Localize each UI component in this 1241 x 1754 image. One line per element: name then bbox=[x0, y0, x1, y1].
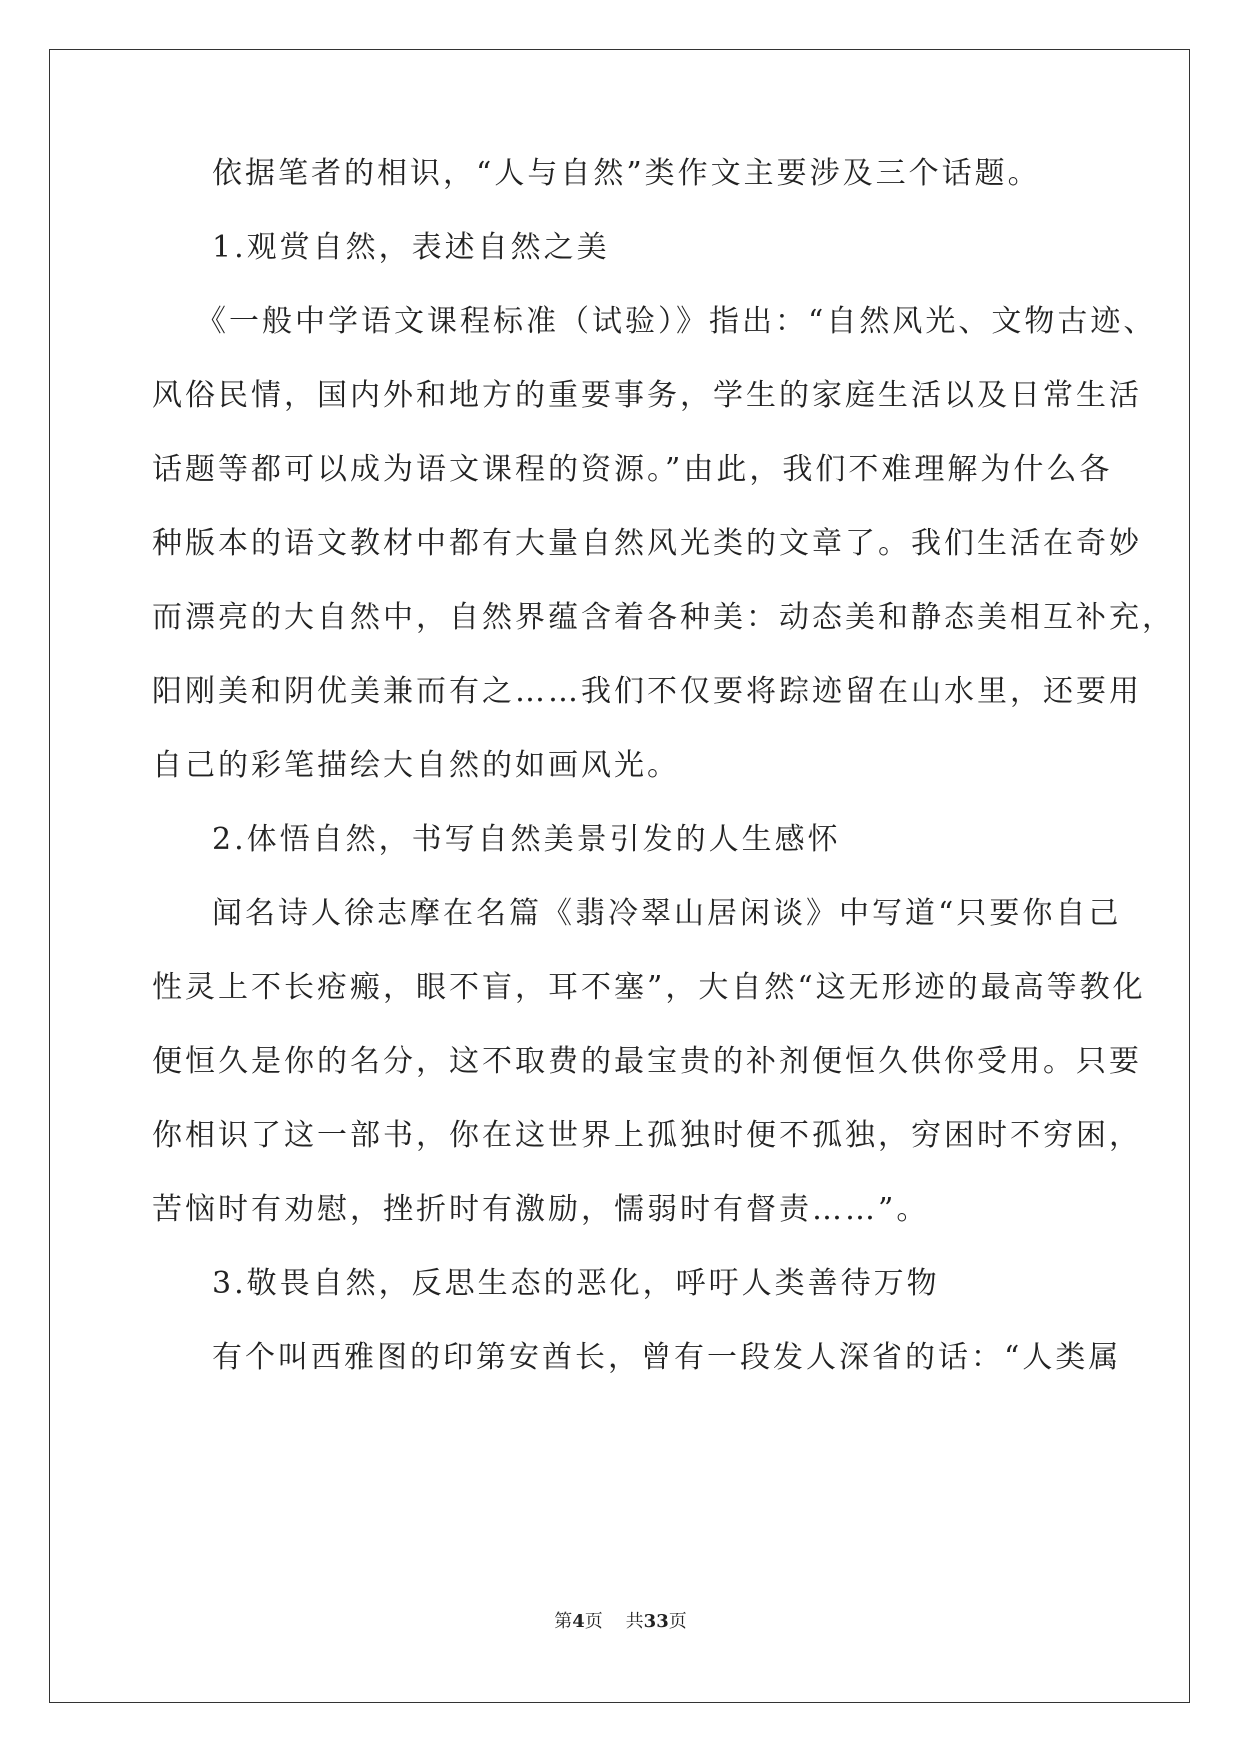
paragraph-line: 苦恼时有劝慰，挫折时有激励，懦弱时有督责……”。 bbox=[152, 1192, 930, 1227]
section-heading-2: 2.体悟自然，书写自然美景引发的人生感怀 bbox=[212, 822, 841, 857]
paragraph-line: 你相识了这一部书，你在这世界上孤独时便不孤独，穷困时不穷困， bbox=[152, 1118, 1142, 1153]
total-pages-number: 33 bbox=[643, 1611, 669, 1632]
paragraph-line: 而漂亮的大自然中，自然界蕴含着各种美：动态美和静态美相互补充， bbox=[152, 600, 1175, 635]
footer-total-prefix: 共 bbox=[625, 1611, 644, 1632]
footer-page-suffix: 页 bbox=[584, 1611, 603, 1632]
page-footer bbox=[0, 1610, 1241, 1634]
paragraph-line: 风俗民情，国内外和地方的重要事务，学生的家庭生活以及日常生活 bbox=[152, 378, 1142, 413]
paragraph-line: 话题等都可以成为语文课程的资源。”由此，我们不难理解为什么各 bbox=[152, 452, 1113, 487]
section-heading-1: 1.观赏自然，表述自然之美 bbox=[212, 230, 610, 265]
section-heading-3: 3.敬畏自然，反思生态的恶化，呼吁人类善待万物 bbox=[212, 1266, 940, 1301]
current-page-number: 4 bbox=[572, 1611, 585, 1632]
paragraph-line: 性灵上不长疮瘢，眼不盲，耳不塞”，大自然“这无形迹的最高等教化 bbox=[152, 970, 1146, 1005]
paragraph-line: 自己的彩笔描绘大自然的如画风光。 bbox=[152, 748, 680, 783]
footer-prefix: 第 bbox=[554, 1611, 573, 1632]
paragraph-line: 便恒久是你的名分，这不取费的最宝贵的补剂便恒久供你受用。只要 bbox=[152, 1044, 1142, 1079]
paragraph-line: 种版本的语文教材中都有大量自然风光类的文章了。我们生活在奇妙 bbox=[152, 526, 1142, 561]
paragraph-line: 闻名诗人徐志摩在名篇《翡冷翠山居闲谈》中写道“只要你自己 bbox=[212, 896, 1122, 931]
paragraph-line: 阳刚美和阴优美兼而有之……我们不仅要将踪迹留在山水里，还要用 bbox=[152, 674, 1142, 709]
paragraph-line: 有个叫西雅图的印第安酋长，曾有一段发人深省的话：“人类属 bbox=[212, 1340, 1122, 1375]
paragraph-line: 依据笔者的相识，“人与自然”类作文主要涉及三个话题。 bbox=[212, 156, 1041, 191]
paragraph-line: 《一般中学语文课程标准（试验）》指出：“自然风光、文物古迹、 bbox=[196, 304, 1157, 339]
page-frame bbox=[49, 49, 1190, 1703]
footer-total-suffix: 页 bbox=[668, 1611, 687, 1632]
